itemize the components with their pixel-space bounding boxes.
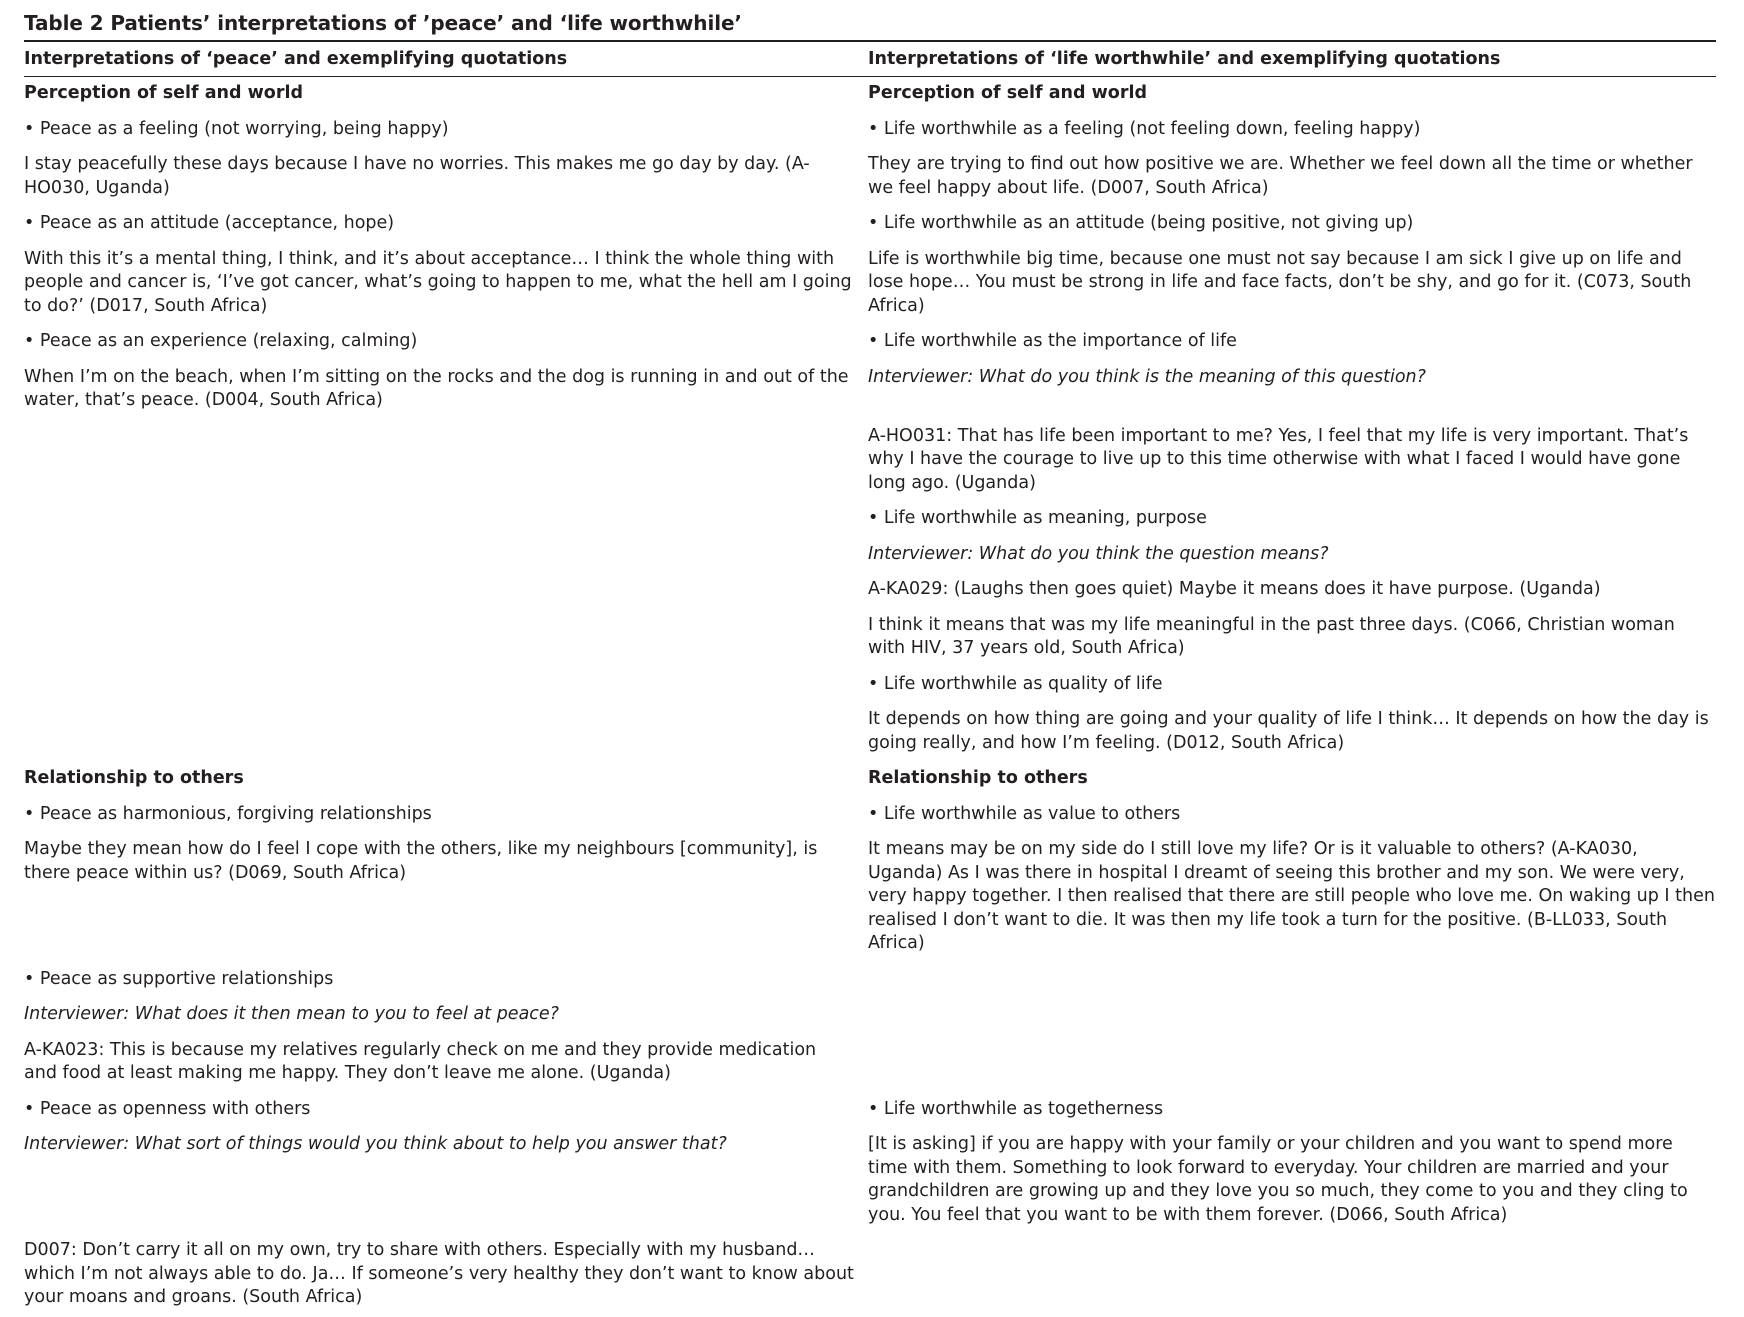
table-cell-left <box>24 703 868 762</box>
table-row <box>24 148 1716 207</box>
table-cell-right: It depends on how thing are going and your quality of life I think… It depends on how the day is going really, and how I’m feeling. (D012, South Africa) <box>868 709 1709 753</box>
table-row <box>24 798 1716 834</box>
table-cell-right: • Life worthwhile as meaning, purpose <box>868 508 1207 528</box>
table-cell-left <box>24 573 868 609</box>
table-row <box>24 77 1716 113</box>
table-cell-right: They are trying to find out how positive we are. Whether we feel down all the time or whether we feel happy about life. (D007, South Africa) <box>868 154 1693 198</box>
table-cell-left <box>24 420 868 503</box>
table-cell-left <box>24 609 868 668</box>
table-cell-right: [It is asking] if you are happy with your family or your children and you want to spend more time with them. Something to look forward to everyday. Your children are married and your grandchildren are growing up and they love you so much, they come to you and they cling to you. You feel that you want to be with them forever. (D066, South Africa) <box>868 1134 1688 1225</box>
table-cell-left: D007: Don’t carry it all on my own, try to share with others. Especially with my husband… which I’m not always able to do. Ja… If someone’s very healthy they don’t want to know about your moans and groans. (South Africa) <box>24 1240 854 1307</box>
table-cell-right <box>868 1234 1716 1317</box>
table-row <box>24 113 1716 149</box>
table-cell-right: It means may be on my side do I still love my life? Or is it valuable to others? (A-KA030, Uganda) As I was there in hospital I dreamt of seeing this brother and my son. We were very, very happy together. I then realised that there are still people who love me. On waking up I then realised I don’t want to die. It was then my life took a turn for the positive. (B-LL033, South Africa) <box>868 839 1715 953</box>
table-cell-right: • Life worthwhile as quality of life <box>868 673 1163 694</box>
table-row <box>24 207 1716 243</box>
table-row <box>24 762 1716 798</box>
table-row <box>24 538 1716 574</box>
table-cell-right: • Life worthwhile as the importance of life <box>868 331 1237 351</box>
table-cell-left: • Peace as a feeling (not worrying, being happy) <box>24 118 449 139</box>
table-cell-right: • Life worthwhile as a feeling (not feeling down, feeling happy) <box>868 118 1421 139</box>
table-row <box>24 573 1716 609</box>
table-cell-right: Interviewer: What do you think the question means? <box>868 543 1329 564</box>
table-cell-right: Life is worthwhile big time, because one must not say because I am sick I give up on life and lose hope… You must be strong in life and face facts, don’t be shy, and go for it. (C073, South Africa) <box>868 248 1692 316</box>
table-row <box>24 1034 1716 1093</box>
table-cell-left: • Peace as harmonious, forgiving relationships <box>24 803 432 824</box>
table-header-row <box>24 42 1716 76</box>
header-left: Interpretations of ‘peace’ and exemplifying quotations <box>24 49 568 69</box>
table-row <box>24 325 1716 361</box>
table-cell-left: A-KA023: This is because my relatives regularly check on me and they provide medication and food at least making me happy. They don’t leave me alone. (Uganda) <box>24 1039 817 1083</box>
table-row <box>24 1234 1716 1317</box>
table-row <box>24 703 1716 762</box>
table-row <box>24 668 1716 704</box>
table-cell-right: • Life worthwhile as value to others <box>868 803 1181 824</box>
table-cell-left: Perception of self and world <box>24 83 303 103</box>
table-2 <box>24 8 1716 1317</box>
table-cell-left: • Peace as an experience (relaxing, calming) <box>24 331 418 351</box>
table-cell-right: Relationship to others <box>868 768 1088 788</box>
table-row <box>24 1093 1716 1129</box>
table-row <box>24 361 1716 420</box>
table-cell-left: • Peace as openness with others <box>24 1098 311 1119</box>
table-row <box>24 833 1716 963</box>
table-cell-right <box>868 1034 1716 1093</box>
table-cell-left: Relationship to others <box>24 768 244 788</box>
table-cell-left <box>24 668 868 704</box>
table-cell-left: • Peace as an attitude (acceptance, hope) <box>24 213 395 233</box>
table-cell-right: Perception of self and world <box>868 83 1147 103</box>
table-cell-left: Interviewer: What sort of things would you think about to help you answer that? <box>24 1134 727 1154</box>
table-row <box>24 609 1716 668</box>
table-cell-right: A-HO031: That has life been important to me? Yes, I feel that my life is very important. That’s why I have the courage to live up to this time otherwise with what I faced I would have gone long ago. (Uganda) <box>868 425 1689 493</box>
table-row <box>24 1128 1716 1234</box>
table-cell-left: Maybe they mean how do I feel I cope with the others, like my neighbours [community], is there peace within us? (D069, South Africa) <box>24 839 818 883</box>
table-cell-left: When I’m on the beach, when I’m sitting on the rocks and the dog is running in and out of the water, that’s peace. (D004, South Africa) <box>24 366 849 410</box>
table-row <box>24 243 1716 326</box>
table-body <box>24 77 1716 1317</box>
header-right: Interpretations of ‘life worthwhile’ and exemplifying quotations <box>868 49 1501 69</box>
table-cell-left: • Peace as supportive relationships <box>24 968 334 989</box>
table-cell-right <box>868 963 1716 999</box>
table-cell-right: Interviewer: What do you think is the meaning of this question? <box>868 366 1426 387</box>
table-cell-right: • Life worthwhile as an attitude (being positive, not giving up) <box>868 213 1414 233</box>
table-cell-right: • Life worthwhile as togetherness <box>868 1098 1164 1119</box>
table-row <box>24 963 1716 999</box>
table-title: Table 2 Patients’ interpretations of ’peace’ and ‘life worthwhile’ <box>24 11 742 35</box>
table-row <box>24 998 1716 1034</box>
table-cell-left <box>24 538 868 574</box>
table-cell-left: Interviewer: What does it then mean to you to feel at peace? <box>24 1004 559 1024</box>
table-cell-left: I stay peacefully these days because I have no worries. This makes me go day by day. (A-HO030, Uganda) <box>24 154 810 198</box>
table-cell-right: I think it means that was my life meaningful in the past three days. (C066, Christian woman with HIV, 37 years old, South Africa) <box>868 614 1675 658</box>
table-row <box>24 502 1716 538</box>
table-cell-left: With this it’s a mental thing, I think, and it’s about acceptance… I think the whole thing with people and cancer is, ‘I’ve got cancer, what’s going to happen to me, what the hell am I going to do?’ (D017, South Africa) <box>24 248 852 316</box>
table-row <box>24 420 1716 503</box>
table-cell-right <box>868 998 1716 1034</box>
table-cell-right: A-KA029: (Laughs then goes quiet) Maybe it means does it have purpose. (Uganda) <box>868 579 1601 599</box>
table-cell-left <box>24 502 868 538</box>
